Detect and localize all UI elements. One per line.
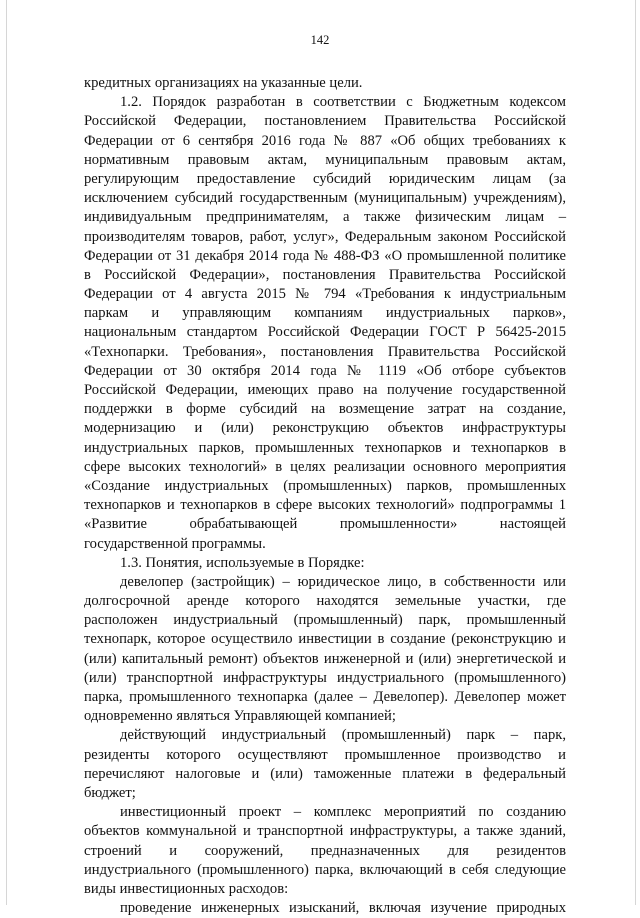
text-line: технопарков и технопарков в сфере высоких технологий» подпрограммы 1 [84, 497, 566, 514]
text-line: «Развитие обрабатывающей промышленности» настоящей [84, 516, 566, 533]
text-line: Федерации от 4 августа 2015 № 794 «Требования к индустриальным [84, 286, 566, 303]
page-number: 142 [310, 33, 330, 47]
text-line: в Российской Федерации», постановления Правительства Российской [84, 266, 566, 283]
text-line: Российской Федерации, постановлением Правительства Российской [84, 113, 566, 130]
text-line: производителям товаров, работ, услуг», Федеральным законом Российской [84, 228, 566, 245]
text-line: одновременно являться Управляющей компанией; [84, 708, 396, 725]
text-line: Федерации от 30 октября 2014 года № 1119 «Об отборе субъектов [84, 362, 566, 379]
text-line: «Технопарки. Требования», постановления Правительства Российской [84, 343, 566, 360]
text-line: строений и сооружений, предназначенных для резидентов [84, 842, 566, 859]
text-line: Федерации от 31 декабря 2014 года № 488-ФЗ «О промышленной политике [84, 247, 566, 264]
document-body [84, 74, 566, 918]
text-line: сфере высоких технологий» в целях реализации основного мероприятия [84, 458, 566, 475]
text-line: индустриальных парков, промышленных технопарков и технопарков в [84, 439, 566, 456]
text-line: исключением субсидий государственным (муниципальным) учреждениям), [84, 190, 566, 207]
text-line: перечисляют налоговые и (или) таможенные платежи в федеральный [84, 765, 566, 782]
text-line: паркам и управляющим компаниям индустриальных парков», [84, 305, 566, 322]
text-line: Российской Федерации, имеющих право на получение государственной [84, 382, 566, 398]
text-line: инвестиционный проект – комплекс мероприятий по созданию [120, 804, 566, 821]
text-line: индивидуальным предпринимателям, а также физическим лицам – [84, 209, 566, 226]
text-line: Федерации от 6 сентября 2016 года № 887 «Об общих требованиях к [84, 132, 566, 149]
text-line: бюджет; [84, 784, 136, 801]
text-line: 1.2. Порядок разработан в соответствии с Бюджетным кодексом [120, 94, 566, 111]
text-line: долгосрочной аренде которого находятся земельные участки, где [84, 593, 566, 610]
text-line: нормативным правовым актам, муниципальным правовым актам, [84, 151, 566, 168]
text-line: парка, промышленного технопарка (далее – Девелопер). Девелопер может [84, 689, 566, 705]
text-line: национальным стандартом Российской Федерации ГОСТ Р 56425-2015 [84, 324, 566, 341]
text-line: объектов коммунальной и транспортной инфраструктуры, а также зданий, [84, 823, 566, 840]
text-line: государственной программы. [84, 535, 266, 552]
text-line: поддержки в форме субсидий на возмещение затрат на создание, [84, 401, 566, 418]
text-line: «Создание индустриальных (промышленных) парков, промышленных [84, 477, 566, 494]
text-line: резиденты которого осуществляют промышленное производство и [84, 746, 566, 763]
text-line: индустриального (промышленного) парка, включающий в себя следующие [84, 861, 566, 878]
text-line: действующий индустриальный (промышленный) парк – парк, [120, 727, 566, 744]
text-line: расположен индустриальный (промышленный) парк, промышленный [84, 612, 566, 629]
text-line: (или) транспортной инфраструктуры индустриального (промышленного) [84, 669, 566, 686]
text-line: технопарк, которое осуществило инвестиции в создание (реконструкцию и [84, 631, 566, 648]
text-line: модернизацию и (или) реконструкцию объектов инфраструктуры [84, 420, 566, 437]
text-line: регулирующим предоставление субсидий юридическим лицам (за [84, 170, 566, 187]
text-line: виды инвестиционных расходов: [84, 880, 289, 897]
text-line: 1.3. Понятия, используемые в Порядке: [120, 554, 365, 571]
text-line: проведение инженерных изысканий, включая изучение природных [120, 900, 566, 917]
text-line: девелопер (застройщик) – юридическое лицо, в собственности или [120, 573, 566, 590]
text-line: кредитных организациях на указанные цели. [84, 75, 363, 91]
text-line: (или) капитальный ремонт) объектов инженерной и (или) энергетической и [84, 650, 566, 667]
scan-edge-left [6, 0, 7, 905]
scan-edge-right [635, 0, 636, 905]
